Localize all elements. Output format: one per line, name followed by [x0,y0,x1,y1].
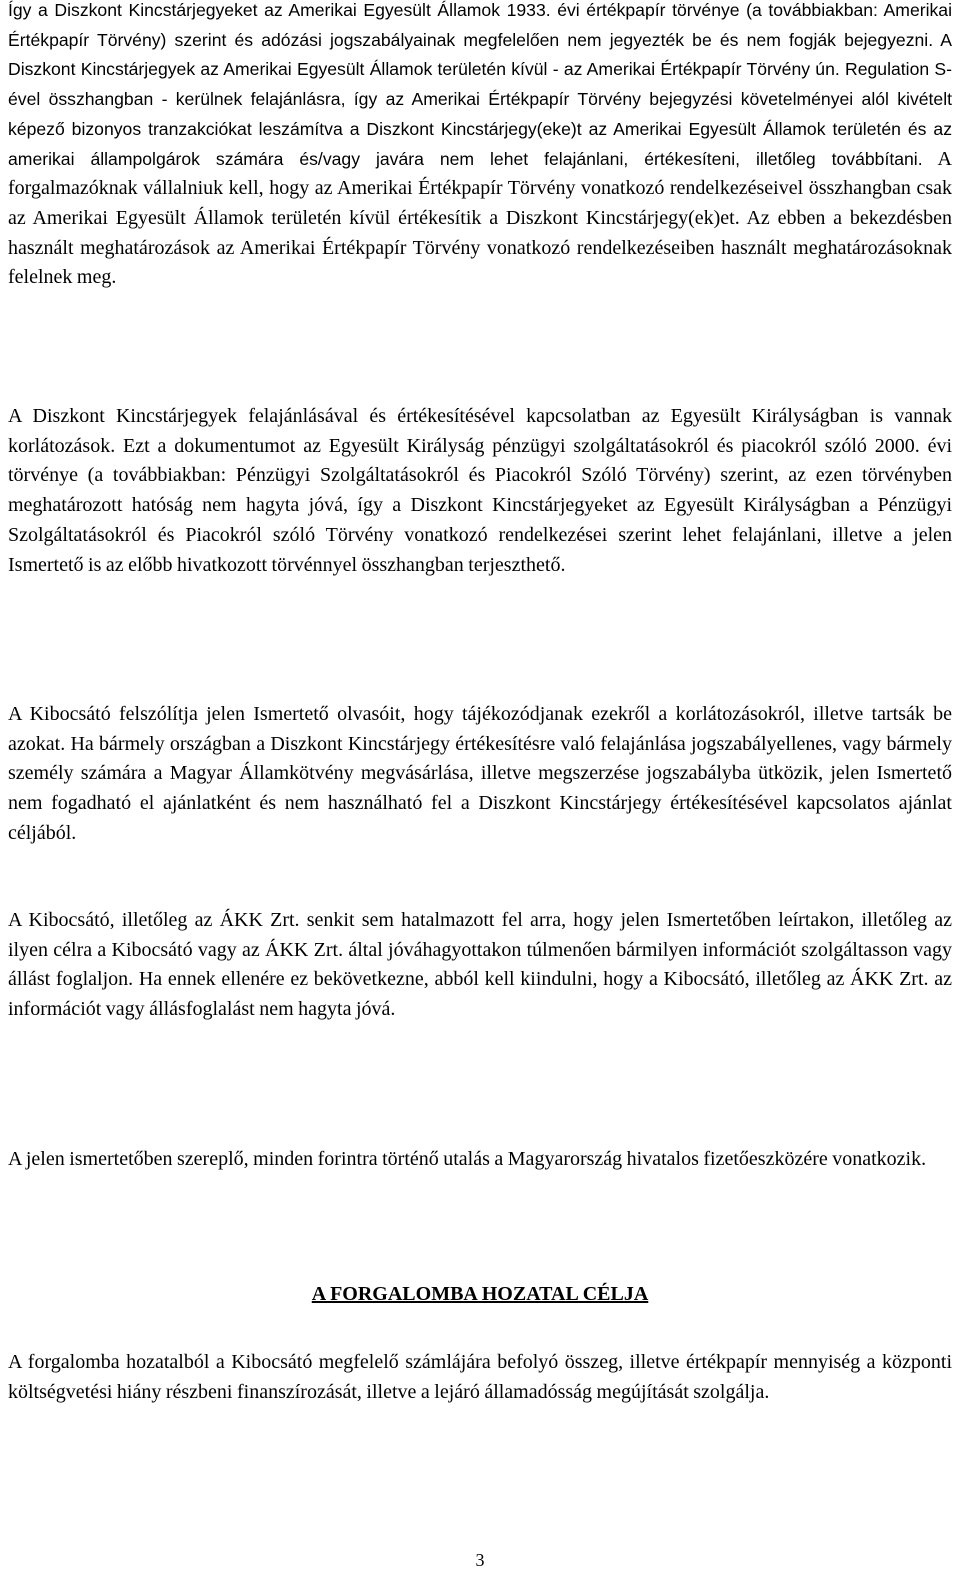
paragraph-issue-purpose: A forgalomba hozatalból a Kibocsátó megfelelő számlájára befolyó összeg, illetve értékpapír mennyiség a központi költségvetési hiány részbeni finanszírozását, illetve a lejáró államadósság megújítását szolgálja. [8,1351,952,1403]
paragraph-authorization: A Kibocsátó, illetőleg az ÁKK Zrt. senkit sem hatalmazott fel arra, hogy jelen Ismertetőben leírtakon, illetőleg az ilyen célra a Kibocsátó vagy az ÁKK Zrt. által jóváhagyottakon túlmenően bármilyen információt szolgáltasson vagy állást foglaljon. Ha ennek ellenére ez bekövetkezne, abból kell kiindulni, hogy a Kibocsátó, illetőleg az ÁKK Zrt. az információt vagy állásfoglalást nem hagyta jóvá. [8,909,952,1021]
paragraph-uk-restrictions: A Diszkont Kincstárjegyek felajánlásával és értékesítésével kapcsolatban az Egyesült Királyságban is vannak korlátozások. Ezt a dokumentumot az Egyesült Királyság pénzügyi szolgáltatásokról és piacokról szóló 2000. évi törvénye (a továbbiakban: Pénzügyi Szolgáltatásokról és Piacokról Szóló Törvény) szerint, az ezen törvényben meghatározott hatóság nem hagyta jóvá, így a Diszkont Kincstárjegyeket az Egyesült Királyságban a Pénzügyi Szolgáltatásokról és Piacokról szóló Törvény vonatkozó rendelkezései szerint lehet felajánlani, illetve a jelen Ismertető is az előbb hivatkozott törvénnyel összhangban terjeszthető. [8,405,952,576]
page-number: 3 [475,1550,485,1570]
paragraph-reader-notice: A Kibocsátó felszólítja jelen Ismertető olvasóit, hogy tájékozódjanak ezekről a korlátozásokról, illetve tartsák be azokat. Ha bármely országban a Diszkont Kincstárjegy értékesítésre való felajánlása jogszabályellenes, vagy bármely személy számára a Magyar Államkötvény megvásárlása, illetve megszerzése jogszabályba ütközik, jelen Ismertető nem fogadható el ajánlatként és nem használható fel a Diszkont Kincstárjegy értékesítésével kapcsolatos ajánlat céljából. [8,703,952,844]
paragraph-segment-serif: A forgalmazóknak vállalniuk kell, hogy az Amerikai Értékpapír Törvény vonatkozó rendelkezéseivel összhangban csak az Amerikai Egyesült Államok területén kívül értékesítik a Diszkont Kincstárjegy(ek)et. Az ebben a bekezdésben használt meghatározások az Amerikai Értékpapír Törvény vonatkozó rendelkezéseiben használt meghatározásoknak felelnek meg. [8,147,953,289]
paragraph-us-securities-act [8,0,952,293]
section-heading: A FORGALOMBA HOZATAL CÉLJA [311,1283,649,1305]
paragraph-currency-reference: A jelen ismertetőben szereplő, minden forintra történő utalás a Magyarország hivatalos fizetőeszközére vonatkozik. [8,1148,927,1170]
paragraph-segment-sans: Így a Diszkont Kincstárjegyeket az Amerikai Egyesült Államok 1933. évi értékpapír törvénye (a továbbiakban: Amerikai Értékpapír Törvény) szerint és adózási jogszabályainak megfelelően nem jegyezték be és nem fogják bejegyezni. A Diszkont Kincstárjegyek az Amerikai Egyesült Államok területén kívül - az Amerikai Értékpapír Törvény ún. Regulation S-ével összhangban - kerülnek felajánlásra, így az Amerikai Értékpapír Törvény bejegyzési követelményei alól kivételt képező bizonyos tranzakciókat leszámítva a Diszkont Kincstárjegy(eke)t az Amerikai Egyesült Államok területén és az amerikai állampolgárok számára és/vagy javára nem lehet felajánlani, értékesíteni, illetőleg továbbítani. [8,0,952,169]
